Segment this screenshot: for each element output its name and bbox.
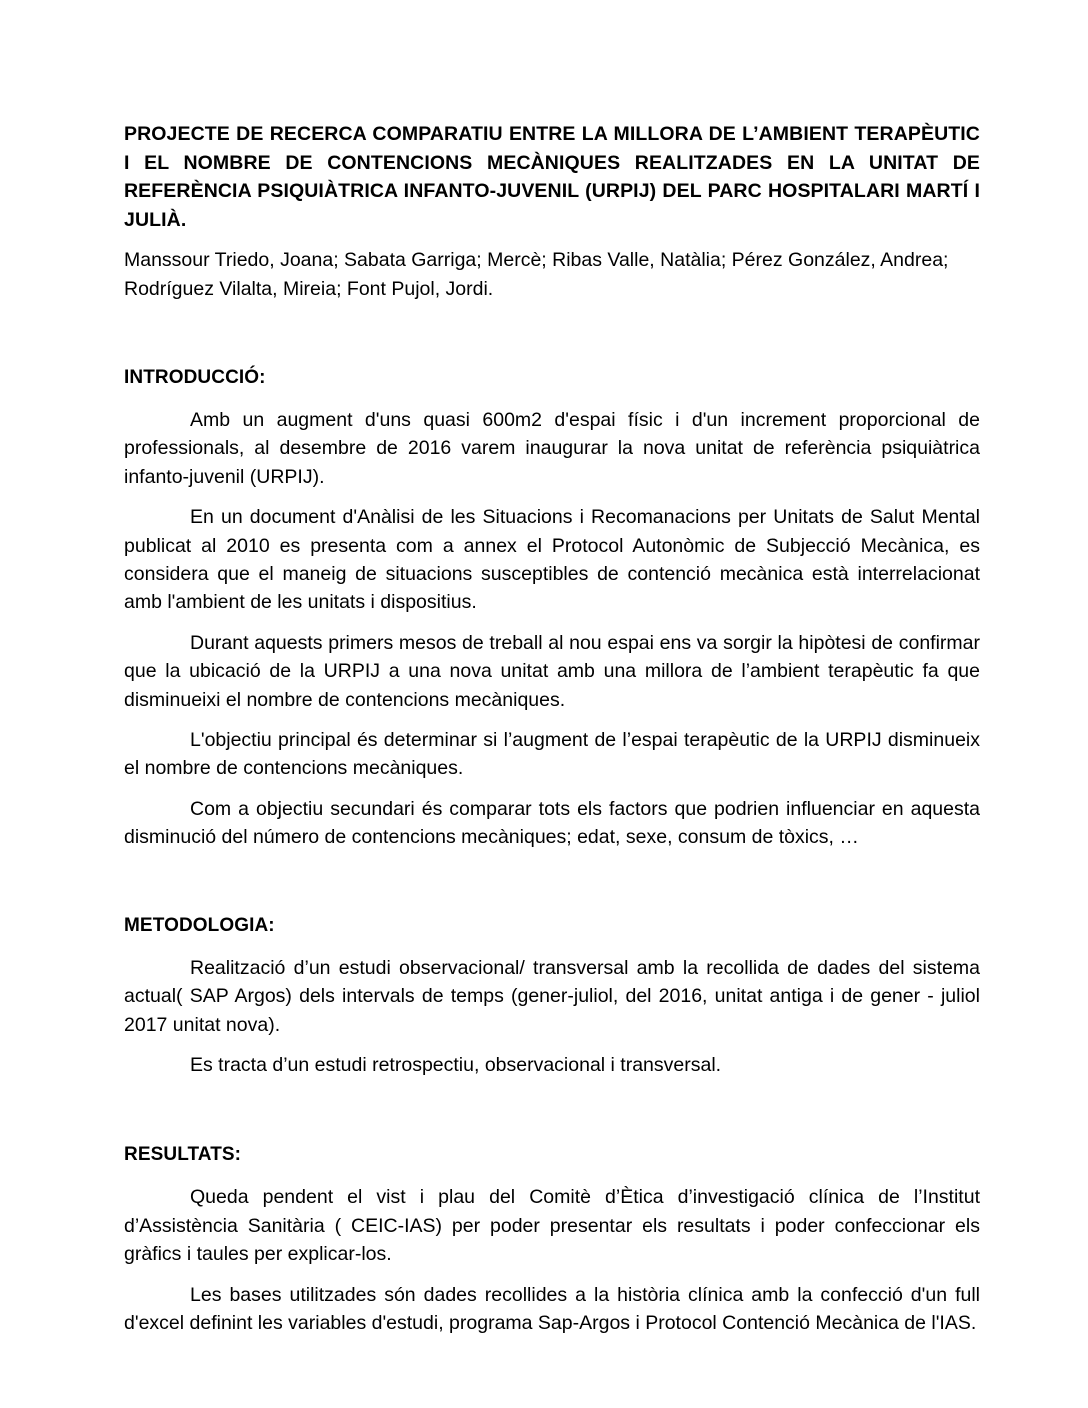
spacer-metodologia-heading [124,940,980,954]
section-resultats [124,1141,980,1337]
document-body [124,120,980,1337]
author-list: Manssour Triedo, Joana; Sabata Garriga; Mercè; Ribas Valle, Natàlia; Pérez González, Andrea; Rodríguez Vilalta, Mireia; Font Pujol, Jordi. [124,249,949,300]
section-heading-metodologia: METODOLOGIA: [124,914,275,936]
spacer-before-resultats [124,1079,980,1141]
section-metodologia [124,912,980,1080]
paragraph: Queda pendent el vist i plau del Comitè d’Ètica d’investigació clínica de l’Institut d’Assistència Sanitària ( CEIC-IAS) per poder presentar els resultats i poder confeccionar els gràfics i taules per explicar-los. [124,1186,980,1266]
paragraph: En un document d'Anàlisi de les Situacions i Recomanacions per Unitats de Salut Mental publicat al 2010 es presenta com a annex el Protocol Autonòmic de Subjecció Mecànica, es considera que el maneig de situacions susceptibles de contenció mecànica està interrelacionat amb l'ambient de les unitats i dispositius. [124,506,980,614]
spacer-before-metodologia [124,852,980,912]
section-introduccio [124,364,980,852]
paragraph: Durant aquests primers mesos de treball al nou espai ens va sorgir la hipòtesi de confirmar que la ubicació de la URPIJ a una nova unitat amb una millora de l’ambient terapèutic fa que disminueixi el nombre de contencions mecàniques. [124,631,980,711]
section-heading-resultats: RESULTATS: [124,1144,242,1166]
paragraph: Amb un augment d'uns quasi 600m2 d'espai físic i d'un increment proporcional de professionals, al desembre de 2016 varem inaugurar la nova unitat de referència psiquiàtrica infanto-juvenil (URPIJ). [124,409,980,488]
spacer-introduccio-heading [124,392,980,406]
paragraph: Es tracta d’un estudi retrospectiu, observacional i transversal. [190,1053,722,1076]
spacer-before-introduccio [124,304,980,364]
paragraph: Les bases utilitzades són dades recollides a la història clínica amb la confecció d'un full d'excel definint les variables d'estudi, programa Sap-Argos i Protocol Contenció Mecànica de l'IAS. [124,1283,980,1334]
spacer-resultats-heading [124,1169,980,1183]
page-title: PROJECTE DE RECERCA COMPARATIU ENTRE LA MILLORA DE L’AMBIENT TERAPÈUTIC I EL NOMBRE DE CONTENCIONS MECÀNIQUES REALITZADES EN LA UNITAT DE REFERÈNCIA PSIQUIÀTRICA INFANTO-JUVENIL (URPIJ) DEL PARC HOSPITALARI MARTÍ I JULIÀ. [124,123,980,231]
paragraph: Com a objectiu secundari és comparar tots els factors que podrien influenciar en aquesta disminució del número de contencions mecàniques; edat, sexe, consum de tòxics, … [124,797,980,849]
paragraph: Realització d’un estudi observacional/ transversal amb la recollida de dades del sistema actual( SAP Argos) dels intervals de temps (gener-juliol, del 2016, unitat antiga i de gener - juliol 2017 unitat nova). [124,956,980,1036]
paragraph: L'objectiu principal és determinar si l’augment de l’espai terapèutic de la URPIJ disminueix el nombre de contencions mecàniques. [124,729,980,780]
section-heading-introduccio: INTRODUCCIÓ: [124,367,266,388]
